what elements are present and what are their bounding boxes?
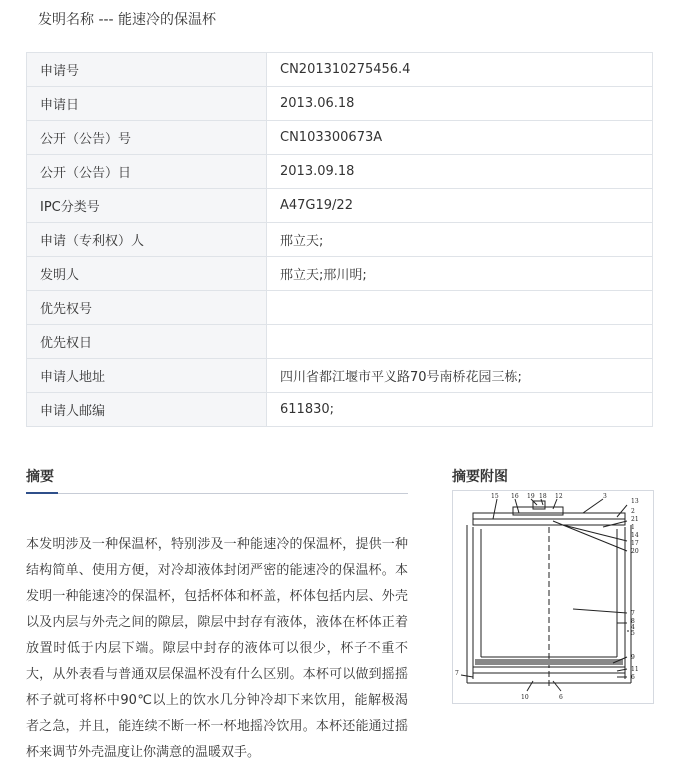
figure-callout: 5 bbox=[631, 630, 635, 637]
field-value: 邢立天;邢川明; bbox=[267, 257, 653, 291]
info-row bbox=[27, 325, 653, 359]
abstract-figure[interactable] bbox=[452, 490, 654, 704]
field-value bbox=[267, 291, 653, 325]
info-row bbox=[27, 257, 653, 291]
field-value bbox=[267, 325, 653, 359]
field-label: IPC分类号 bbox=[27, 189, 267, 223]
field-value: CN201310275456.4 bbox=[267, 53, 653, 87]
figure-callout: 4 bbox=[631, 624, 635, 631]
figure-heading: 摘要附图 bbox=[452, 469, 508, 485]
info-row bbox=[27, 155, 653, 189]
figure-callout: 18 bbox=[539, 493, 547, 500]
page-title: 发明名称 --- 能速冷的保温杯 bbox=[38, 12, 217, 28]
field-label: 公开（公告）号 bbox=[27, 121, 267, 155]
abstract-heading-underline bbox=[26, 492, 58, 494]
abstract-heading: 摘要 bbox=[26, 469, 54, 485]
figure-callout: 19 bbox=[527, 493, 535, 500]
figure-callout: 7 bbox=[455, 670, 459, 677]
figure-callout: 12 bbox=[555, 493, 563, 500]
info-row bbox=[27, 87, 653, 121]
figure-callout: 21 bbox=[631, 516, 639, 523]
figure-callout: 16 bbox=[511, 493, 519, 500]
figure-callouts bbox=[455, 493, 639, 701]
abstract-divider bbox=[58, 493, 408, 494]
figure-callout: 13 bbox=[631, 498, 639, 505]
info-row bbox=[27, 359, 653, 393]
figure-callout: 7 bbox=[631, 610, 635, 617]
field-label: 申请号 bbox=[27, 53, 267, 87]
field-label: 申请日 bbox=[27, 87, 267, 121]
figure-callout: 2 bbox=[631, 508, 635, 515]
figure-callout: 17 bbox=[631, 540, 639, 547]
abstract-text: 本发明涉及一种保温杯，特别涉及一种能速冷的保温杯，提供一种结构简单、使用方便，对冷却液体封闭严密的能速冷的保温杯。本发明一种能速冷的保温杯，包括杯体和杯盖，杯体包括内层、外壳以及内层与外壳之间的隙层，隙层中封存有液体，液体在杯体正着放置时低于内层下端。隙层中封存的液体可以很少，杯子不重不大，从外表看与普通双层保温杯没有什么区别。本杯可以做到摇摇杯子就可将杯中90℃以上的饮水几分钟冷却下来饮用，能解极渴者之急，并且，能连续不断一杯一杯地摇冷饮用。本杯还能通过摇杯来调节外壳温度让你满意的温暖双手。 bbox=[26, 537, 408, 760]
field-label: 发明人 bbox=[27, 257, 267, 291]
figure-callout: 8 bbox=[631, 618, 635, 625]
field-label: 申请（专利权）人 bbox=[27, 223, 267, 257]
figure-callout: 1 bbox=[631, 524, 635, 531]
field-label: 优先权号 bbox=[27, 291, 267, 325]
field-value: 邢立天; bbox=[267, 223, 653, 257]
field-value: 611830; bbox=[267, 393, 653, 427]
field-value: 2013.09.18 bbox=[267, 155, 653, 189]
figure-callout: 11 bbox=[631, 666, 639, 673]
figure-callout: 6 bbox=[559, 694, 563, 701]
field-value: CN103300673A bbox=[267, 121, 653, 155]
figure-callout: 9 bbox=[631, 654, 635, 661]
field-label: 申请人邮编 bbox=[27, 393, 267, 427]
figure-callout: 14 bbox=[631, 532, 639, 539]
figure-callout: 3 bbox=[603, 493, 607, 500]
cup-drawing bbox=[453, 491, 653, 703]
info-row bbox=[27, 53, 653, 87]
field-value: 2013.06.18 bbox=[267, 87, 653, 121]
figure-callout: 20 bbox=[631, 548, 639, 555]
info-row bbox=[27, 223, 653, 257]
figure-callout: 6 bbox=[631, 674, 635, 681]
figure-callout: 15 bbox=[491, 493, 499, 500]
info-row bbox=[27, 189, 653, 223]
field-label: 优先权日 bbox=[27, 325, 267, 359]
field-value: A47G19/22 bbox=[267, 189, 653, 223]
field-value: 四川省都江堰市平义路70号南桥花园三栋; bbox=[267, 359, 653, 393]
info-row bbox=[27, 121, 653, 155]
info-row bbox=[27, 291, 653, 325]
patent-info-table bbox=[26, 52, 653, 427]
field-label: 公开（公告）日 bbox=[27, 155, 267, 189]
figure-callout: 10 bbox=[521, 694, 529, 701]
field-label: 申请人地址 bbox=[27, 359, 267, 393]
info-row bbox=[27, 393, 653, 427]
